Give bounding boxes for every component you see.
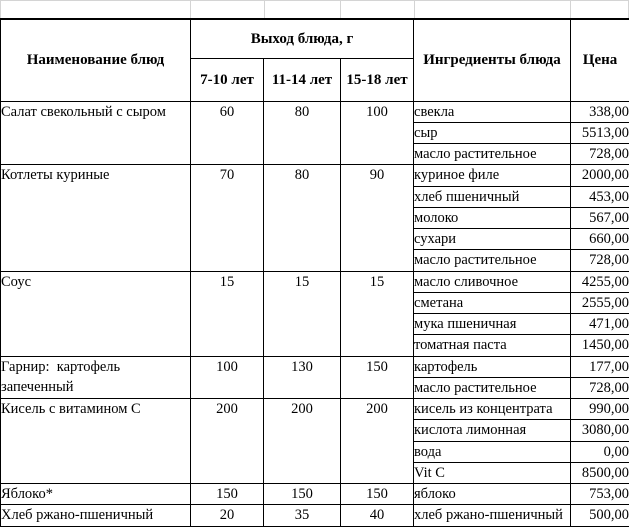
portion-cell: 80 [264, 165, 341, 271]
ingredient-cell: сухари [414, 229, 571, 250]
portion-cell: 80 [264, 101, 341, 165]
price-cell: 2000,00 [571, 165, 629, 186]
table-header [1, 19, 629, 101]
ingredient-cell: масло растительное [414, 377, 571, 398]
ingredient-cell: масло растительное [414, 250, 571, 271]
col-header-price: Цена [571, 19, 629, 101]
price-cell: 728,00 [571, 250, 629, 271]
price-cell: 8500,00 [571, 462, 629, 483]
menu-price-table [0, 18, 629, 527]
table-row [1, 271, 629, 292]
ingredient-cell: сметана [414, 292, 571, 313]
spreadsheet-gridline-strip [0, 0, 629, 18]
price-cell: 0,00 [571, 441, 629, 462]
dish-name-cell: Хлеб ржано-пшеничный [1, 505, 191, 526]
table-row [1, 399, 629, 420]
col-header-age-7-10: 7-10 лет [191, 58, 264, 101]
portion-cell: 15 [191, 271, 264, 356]
price-cell: 177,00 [571, 356, 629, 377]
gridline-vertical [0, 1, 1, 18]
portion-cell: 200 [191, 399, 264, 484]
portion-cell: 90 [341, 165, 414, 271]
gridline-vertical [190, 1, 191, 18]
portion-cell: 15 [341, 271, 414, 356]
portion-cell: 150 [191, 484, 264, 505]
portion-cell: 150 [264, 484, 341, 505]
price-cell: 728,00 [571, 144, 629, 165]
price-cell: 567,00 [571, 207, 629, 228]
gridline-vertical [570, 1, 571, 18]
ingredient-cell: вода [414, 441, 571, 462]
dish-name-cell: Гарнир: картофель запеченный [1, 356, 191, 399]
col-header-age-11-14: 11-14 лет [264, 58, 341, 101]
table-row [1, 505, 629, 526]
ingredient-cell: масло сливочное [414, 271, 571, 292]
price-cell: 338,00 [571, 101, 629, 122]
price-cell: 471,00 [571, 314, 629, 335]
price-cell: 990,00 [571, 399, 629, 420]
ingredient-cell: свекла [414, 101, 571, 122]
portion-cell: 20 [191, 505, 264, 526]
dish-name-cell: Кисель с витамином С [1, 399, 191, 484]
ingredient-cell: масло растительное [414, 144, 571, 165]
price-cell: 4255,00 [571, 271, 629, 292]
col-header-output: Выход блюда, г [191, 19, 414, 58]
price-cell: 1450,00 [571, 335, 629, 356]
price-cell: 2555,00 [571, 292, 629, 313]
table-row [1, 101, 629, 122]
dish-name-cell: Яблоко* [1, 484, 191, 505]
portion-cell: 35 [264, 505, 341, 526]
ingredient-cell: Vit C [414, 462, 571, 483]
col-header-dish-name: Наименование блюд [1, 19, 191, 101]
col-header-age-15-18: 15-18 лет [341, 58, 414, 101]
price-cell: 5513,00 [571, 122, 629, 143]
table-row [1, 356, 629, 377]
portion-cell: 130 [264, 356, 341, 399]
price-cell: 728,00 [571, 377, 629, 398]
menu-table-body [1, 101, 629, 526]
portion-cell: 200 [341, 399, 414, 484]
ingredient-cell: сыр [414, 122, 571, 143]
portion-cell: 100 [191, 356, 264, 399]
ingredient-cell: куриное филе [414, 165, 571, 186]
portion-cell: 60 [191, 101, 264, 165]
dish-name-cell: Соус [1, 271, 191, 356]
ingredient-cell: кислота лимонная [414, 420, 571, 441]
ingredient-cell: яблоко [414, 484, 571, 505]
dish-name-cell: Салат свекольный с сыром [1, 101, 191, 165]
gridline-vertical [264, 1, 265, 18]
ingredient-cell: картофель [414, 356, 571, 377]
ingredient-cell: кисель из концентрата [414, 399, 571, 420]
portion-cell: 200 [264, 399, 341, 484]
table-row [1, 165, 629, 186]
price-cell: 3080,00 [571, 420, 629, 441]
price-cell: 753,00 [571, 484, 629, 505]
ingredient-cell: томатная паста [414, 335, 571, 356]
gridline-vertical [340, 1, 341, 18]
portion-cell: 40 [341, 505, 414, 526]
ingredient-cell: хлеб пшеничный [414, 186, 571, 207]
ingredient-cell: мука пшеничная [414, 314, 571, 335]
table-row [1, 484, 629, 505]
price-cell: 500,00 [571, 505, 629, 526]
portion-cell: 100 [341, 101, 414, 165]
portion-cell: 150 [341, 484, 414, 505]
header-row-1 [1, 19, 629, 58]
gridline-vertical [414, 1, 415, 18]
portion-cell: 150 [341, 356, 414, 399]
price-cell: 453,00 [571, 186, 629, 207]
ingredient-cell: хлеб ржано-пшеничный [414, 505, 571, 526]
portion-cell: 70 [191, 165, 264, 271]
ingredient-cell: молоко [414, 207, 571, 228]
dish-name-cell: Котлеты куриные [1, 165, 191, 271]
portion-cell: 15 [264, 271, 341, 356]
price-cell: 660,00 [571, 229, 629, 250]
col-header-ingredients: Ингредиенты блюда [414, 19, 571, 101]
